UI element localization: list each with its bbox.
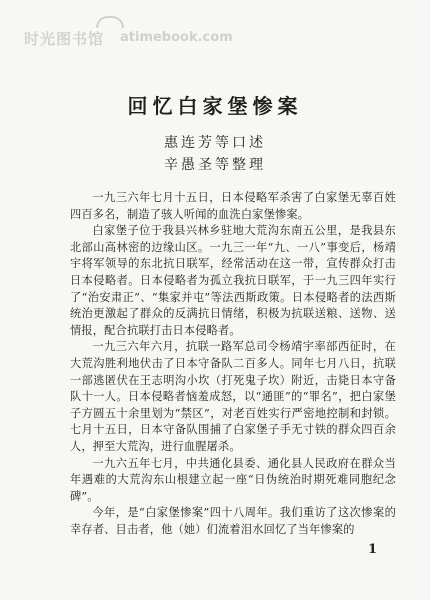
page-number: 1 xyxy=(368,542,378,557)
paragraph: 一九三六年六月，抗联一路军总司令杨靖宇率部西征时，在大荒沟胜利地伏击了日本守备队二百多人。同年七月八日，抗联一部逃匿伏在王志明沟小坎（打死鬼子坎）附近，击毙日本守备队十一人。日本侵略者恼羞成怒，以“通匪”的“罪名”，把白家堡子方圆五十余里划为“禁区”，对老百姓实行严密地控制和封锁。七月十五日，日本守备队围捕了白家堡子手无寸铁的群众四百余人，押至大荒沟，进行血腥屠杀。 xyxy=(70,340,396,453)
body-text xyxy=(70,190,396,538)
watermark xyxy=(20,12,233,54)
document-title: 回忆白家堡惨案 xyxy=(127,94,303,118)
paragraph: 一九六五年七月，中共通化县委、通化县人民政府在群众当年遇难的大荒沟东山根建立起一座“日伪统治时期死难同胞纪念碑”。 xyxy=(70,456,396,503)
editors-line: 辛愚圣等整理 xyxy=(164,157,266,173)
paragraph: 白家堡子位于我县兴林乡驻地大荒沟东南五公里，是我县东北部山高林密的边缘山区。一九三一年“九、一八”事变后，杨靖宇将军领导的东北抗日联军，经常活动在这一带，宣传群众打击日本侵略者。日本侵略者为孤立我抗日联军，于一九三四年实行了“治安肃正”、“集家并屯”等法西斯政策。日本侵略者的法西斯统治更激起了群众的反满抗日情绪，积极为抗联送粮、送物、送情报，配合抗联打击日本侵略者。 xyxy=(70,224,396,337)
watermark-site-name: 时光图书馆 xyxy=(24,30,105,48)
paragraph: 一九三六年七月十五日，日本侵略军杀害了白家堡无辜百姓四百多名，制造了骇人听闻的血洗白家堡惨案。 xyxy=(70,191,396,221)
narrators-line: 惠连芳等口述 xyxy=(164,135,266,151)
paragraph: 今年，是“白家堡惨案”四十八周年。我们重访了这次惨案的幸存者、目击者，他（她）们流着泪水回忆了当年惨案的 xyxy=(70,506,396,536)
watermark-logo-icon xyxy=(96,16,124,28)
watermark-site-url: atimebook.com xyxy=(120,30,233,45)
